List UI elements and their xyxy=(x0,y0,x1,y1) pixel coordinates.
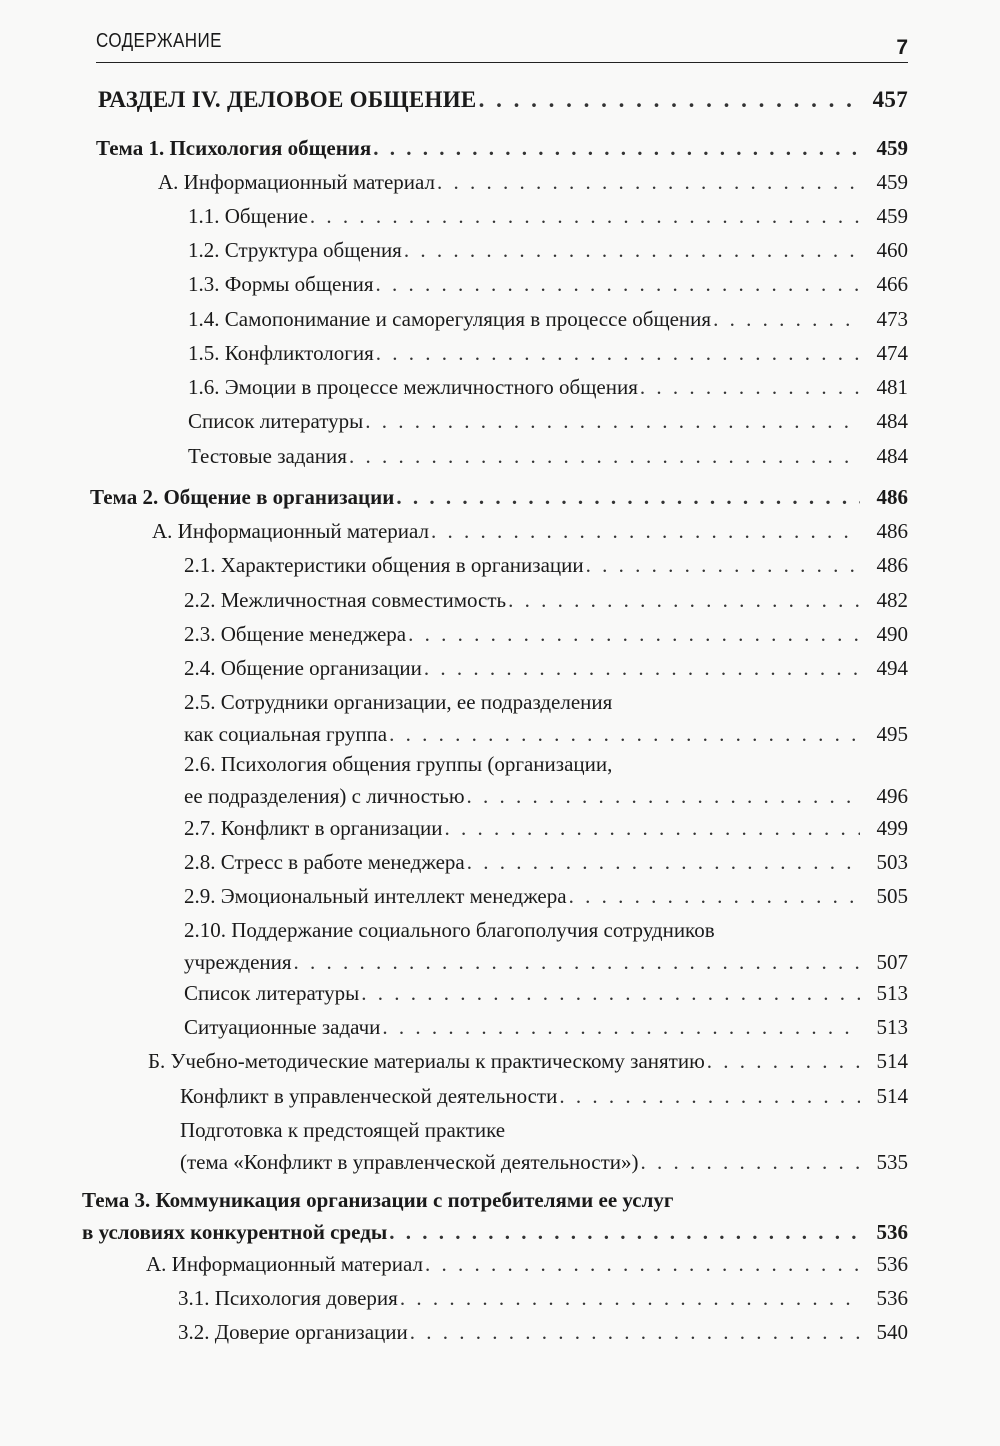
toc-entry[interactable] xyxy=(184,812,908,844)
toc-entry-line1: Подготовка к предстоящей практике xyxy=(180,1118,506,1142)
leader-dots xyxy=(376,337,860,369)
toc-page: 514 xyxy=(876,1084,908,1108)
toc-entry-title: в условиях конкурентной среды xyxy=(82,1220,388,1244)
toc-page: 513 xyxy=(876,981,908,1005)
leader-dots xyxy=(349,440,860,472)
toc-entry[interactable] xyxy=(184,880,908,912)
toc-topic[interactable] xyxy=(96,132,908,164)
toc-entry[interactable] xyxy=(188,405,908,437)
toc-entry-title: Тема 2. Общение в организации xyxy=(90,485,395,509)
toc-entry-title: А. Информационный материал xyxy=(146,1252,424,1276)
leader-dots xyxy=(389,718,860,750)
toc-entry-title: ее подразделения) с личностью xyxy=(184,784,465,808)
toc-page: 484 xyxy=(876,409,908,433)
toc-entry[interactable] xyxy=(184,1011,908,1043)
toc-entry[interactable] xyxy=(188,337,908,369)
leader-dots xyxy=(424,652,860,684)
toc-entry[interactable] xyxy=(184,584,908,616)
toc-page: 513 xyxy=(876,1015,908,1039)
leader-dots xyxy=(707,1045,860,1077)
toc-page: 507 xyxy=(876,950,908,974)
toc-page: 474 xyxy=(876,341,908,365)
toc-entry-title: 1.4. Самопонимание и саморегуляция в процессе общения xyxy=(188,307,712,331)
leader-dots xyxy=(425,1248,860,1280)
toc-entry-title: как социальная группа xyxy=(184,722,388,746)
toc-page: 490 xyxy=(876,622,908,646)
leader-dots xyxy=(437,166,860,198)
leader-dots xyxy=(640,371,860,403)
toc-entry[interactable] xyxy=(158,166,908,198)
leader-dots xyxy=(375,268,860,300)
leader-dots xyxy=(431,515,860,547)
toc-entry-title: Тестовые задания xyxy=(188,444,347,468)
leader-dots xyxy=(365,405,860,437)
toc-page: 486 xyxy=(876,519,908,543)
leader-dots xyxy=(445,812,860,844)
leader-dots xyxy=(713,303,860,335)
toc-page: 473 xyxy=(876,307,908,331)
toc-page: 496 xyxy=(876,784,908,808)
toc-topic[interactable] xyxy=(82,1184,908,1248)
toc-entry-title: 3.1. Психология доверия xyxy=(178,1286,398,1310)
toc-entry[interactable] xyxy=(184,549,908,581)
toc-page: 494 xyxy=(876,656,908,680)
toc-entry[interactable] xyxy=(188,371,908,403)
toc-entry-title: 2.8. Стресс в работе менеджера xyxy=(184,850,465,874)
leader-dots xyxy=(569,880,860,912)
toc-entry-title: 1.6. Эмоции в процессе межличностного общения xyxy=(188,375,638,399)
toc-page: 514 xyxy=(876,1049,908,1073)
toc-entry-title: Б. Учебно-методические материалы к практическому занятию xyxy=(148,1049,705,1073)
toc-entry-title: Ситуационные задачи xyxy=(184,1015,381,1039)
toc-entry-line1: Тема 3. Коммуникация организации с потребителями ее услуг xyxy=(82,1188,674,1212)
toc-page: 457 xyxy=(872,87,908,112)
toc-entry-line1: 2.5. Сотрудники организации, ее подразделения xyxy=(184,690,613,714)
leader-dots xyxy=(508,584,860,616)
toc-page: 460 xyxy=(876,238,908,262)
toc-entry-title: 2.7. Конфликт в организации xyxy=(184,816,443,840)
leader-dots xyxy=(408,618,860,650)
running-header xyxy=(96,26,908,63)
toc-entry-title: Тема 1. Психология общения xyxy=(96,136,372,160)
toc-entry[interactable] xyxy=(184,618,908,650)
toc-entry[interactable] xyxy=(152,515,908,547)
leader-dots xyxy=(641,1146,860,1178)
leader-dots xyxy=(396,481,860,513)
toc-entry-title: РАЗДЕЛ IV. ДЕЛОВОЕ ОБЩЕНИЕ xyxy=(98,87,477,112)
toc-topic[interactable] xyxy=(90,481,908,513)
toc-entry[interactable] xyxy=(178,1282,908,1314)
toc-entry-title: Список литературы xyxy=(188,409,364,433)
toc-entry-title: 2.4. Общение организации xyxy=(184,656,422,680)
toc-entry[interactable] xyxy=(188,440,908,472)
toc-page: 481 xyxy=(876,375,908,399)
toc-page: 486 xyxy=(876,553,908,577)
leader-dots xyxy=(310,200,860,232)
toc-page: 536 xyxy=(876,1286,908,1310)
toc-entry-title: 2.3. Общение менеджера xyxy=(184,622,407,646)
toc-entry[interactable] xyxy=(180,1080,908,1112)
toc-entry[interactable] xyxy=(184,977,908,1009)
toc-entry-title: 1.1. Общение xyxy=(188,204,308,228)
toc-entry[interactable] xyxy=(180,1114,908,1178)
toc-page: 484 xyxy=(876,444,908,468)
toc-entry[interactable] xyxy=(178,1316,908,1348)
toc-page: 536 xyxy=(876,1220,908,1244)
toc-entry[interactable] xyxy=(188,200,908,232)
leader-dots xyxy=(410,1316,860,1348)
toc-page: 499 xyxy=(876,816,908,840)
toc-entry[interactable] xyxy=(188,234,908,266)
leader-dots xyxy=(467,846,860,878)
toc-page: 540 xyxy=(876,1320,908,1344)
header-title: СОДЕРЖАНИЕ xyxy=(96,30,222,52)
toc-entry[interactable] xyxy=(184,652,908,684)
leader-dots xyxy=(479,84,860,116)
leader-dots xyxy=(294,946,860,978)
toc-entry-title: 1.5. Конфликтология xyxy=(188,341,374,365)
toc-page: 536 xyxy=(876,1252,908,1276)
toc-entry-line1: 2.10. Поддержание социального благополучия сотрудников xyxy=(184,918,715,942)
toc-entry-title: 1.3. Формы общения xyxy=(188,272,374,296)
leader-dots xyxy=(361,977,860,1009)
toc-entry[interactable] xyxy=(188,268,908,300)
leader-dots xyxy=(382,1011,860,1043)
toc-entry-title: (тема «Конфликт в управленческой деятельности») xyxy=(180,1150,639,1174)
toc-entry-title: учреждения xyxy=(184,950,292,974)
page-number: 7 xyxy=(896,36,908,59)
toc-entry[interactable] xyxy=(184,748,908,812)
toc-page: 459 xyxy=(876,204,908,228)
toc-entry[interactable] xyxy=(146,1248,908,1280)
leader-dots xyxy=(586,549,860,581)
toc-entry-line1: 2.6. Психология общения группы (организации, xyxy=(184,752,613,776)
toc-entry[interactable] xyxy=(184,846,908,878)
leader-dots xyxy=(467,780,860,812)
toc-page: 535 xyxy=(876,1150,908,1174)
toc-page: 482 xyxy=(876,588,908,612)
toc-page: 495 xyxy=(876,722,908,746)
toc-entry-title: 2.2. Межличностная совместимость xyxy=(184,588,507,612)
leader-dots xyxy=(559,1080,860,1112)
toc-entry[interactable] xyxy=(184,914,908,978)
toc-entry-title: 3.2. Доверие организации xyxy=(178,1320,408,1344)
toc-entry-title: 2.1. Характеристики общения в организации xyxy=(184,553,584,577)
leader-dots xyxy=(404,234,860,266)
toc-page: 503 xyxy=(876,850,908,874)
leader-dots xyxy=(373,132,860,164)
toc-entry[interactable] xyxy=(188,303,908,335)
toc-page: 486 xyxy=(876,485,908,509)
toc-page: 466 xyxy=(876,272,908,296)
toc-entry-title: 2.9. Эмоциональный интеллект менеджера xyxy=(184,884,567,908)
toc-entry[interactable] xyxy=(148,1045,908,1077)
leader-dots xyxy=(389,1216,860,1248)
toc-section[interactable] xyxy=(98,84,908,116)
toc-entry-title: А. Информационный материал xyxy=(158,170,436,194)
toc-entry-title: Конфликт в управленческой деятельности xyxy=(180,1084,558,1108)
toc-page: 505 xyxy=(876,884,908,908)
toc-page: 459 xyxy=(876,136,908,160)
toc-entry-title: А. Информационный материал xyxy=(152,519,430,543)
leader-dots xyxy=(400,1282,860,1314)
toc-entry-title: 1.2. Структура общения xyxy=(188,238,402,262)
toc-page: 459 xyxy=(876,170,908,194)
toc-entry[interactable] xyxy=(184,686,908,750)
toc-entry-title: Список литературы xyxy=(184,981,360,1005)
